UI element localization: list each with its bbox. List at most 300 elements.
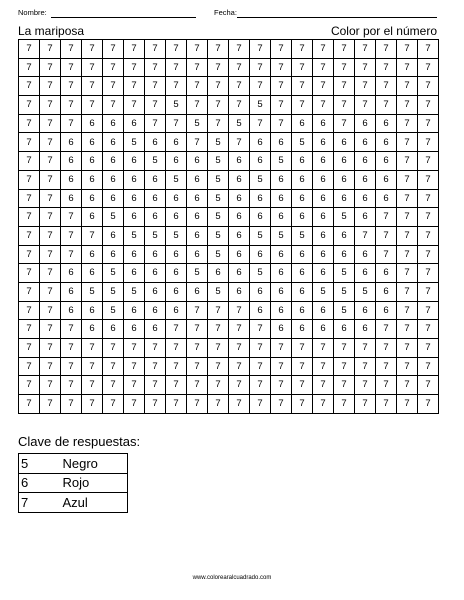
grid-row [19,114,439,133]
grid-cell: 7 [271,376,292,395]
grid-cell: 7 [187,320,208,339]
grid-cell: 7 [376,245,397,264]
grid-cell: 6 [103,152,124,171]
grid-cell: 7 [418,152,439,171]
grid-cell: 6 [271,170,292,189]
grid-cell: 7 [208,357,229,376]
grid-cell: 5 [166,226,187,245]
grid-cell: 7 [292,395,313,414]
grid-cell: 6 [124,320,145,339]
grid-cell: 6 [187,208,208,227]
grid-cell: 7 [397,320,418,339]
grid-cell: 7 [334,40,355,59]
grid-cell: 7 [208,376,229,395]
grid-cell: 7 [397,77,418,96]
grid-cell: 7 [418,114,439,133]
grid-cell: 7 [292,58,313,77]
grid-cell: 6 [292,320,313,339]
grid-cell: 6 [292,170,313,189]
grid-row [19,152,439,171]
grid-cell: 6 [250,133,271,152]
grid-cell: 7 [313,96,334,115]
grid-cell: 6 [271,301,292,320]
grid-cell: 7 [418,170,439,189]
grid-cell: 7 [19,226,40,245]
grid-cell: 7 [208,40,229,59]
grid-cell: 7 [187,301,208,320]
grid-cell: 7 [418,395,439,414]
grid-cell: 7 [418,133,439,152]
grid-cell: 7 [418,58,439,77]
grid-cell: 6 [124,152,145,171]
grid-cell: 6 [145,301,166,320]
grid-cell: 7 [397,58,418,77]
grid-row [19,208,439,227]
grid-cell: 7 [103,376,124,395]
grid-cell: 7 [187,96,208,115]
grid-cell: 5 [334,264,355,283]
grid-cell: 6 [313,226,334,245]
grid-cell: 6 [61,133,82,152]
grid-cell: 6 [124,114,145,133]
grid-cell: 7 [40,245,61,264]
number-grid [18,39,439,414]
grid-cell: 7 [145,339,166,358]
grid-cell: 7 [250,58,271,77]
grid-cell: 6 [166,264,187,283]
grid-cell: 7 [124,58,145,77]
grid-cell: 7 [187,40,208,59]
grid-cell: 7 [187,357,208,376]
grid-cell: 7 [229,77,250,96]
grid-cell: 6 [229,152,250,171]
grid-row [19,77,439,96]
grid-cell: 7 [82,58,103,77]
answer-key-number: 7 [19,493,41,513]
grid-cell: 7 [19,245,40,264]
grid-cell: 7 [166,376,187,395]
grid-cell: 6 [124,301,145,320]
grid-cell: 7 [208,320,229,339]
grid-cell: 6 [61,152,82,171]
grid-cell: 7 [40,376,61,395]
grid-cell: 7 [124,40,145,59]
grid-cell: 6 [82,170,103,189]
grid-cell: 7 [418,189,439,208]
grid-cell: 7 [19,189,40,208]
grid-cell: 7 [397,282,418,301]
grid-cell: 6 [313,170,334,189]
grid-cell: 7 [250,376,271,395]
grid-cell: 6 [124,170,145,189]
grid-cell: 7 [355,58,376,77]
grid-cell: 5 [250,226,271,245]
grid-cell: 7 [40,320,61,339]
grid-cell: 6 [376,152,397,171]
grid-cell: 7 [82,77,103,96]
grid-cell: 7 [418,264,439,283]
page-subtitle: Color por el número [330,24,437,38]
grid-cell: 5 [166,170,187,189]
grid-cell: 7 [313,339,334,358]
grid-cell: 7 [61,58,82,77]
grid-cell: 5 [208,282,229,301]
grid-cell: 7 [40,77,61,96]
grid-cell: 6 [292,189,313,208]
grid-cell: 6 [166,189,187,208]
grid-cell: 7 [397,152,418,171]
answer-key-color: Azul [41,493,128,513]
grid-row [19,376,439,395]
grid-cell: 7 [376,320,397,339]
grid-cell: 7 [397,114,418,133]
grid-cell: 7 [145,40,166,59]
grid-cell: 7 [19,376,40,395]
grid-cell: 7 [397,339,418,358]
grid-cell: 6 [334,152,355,171]
grid-cell: 7 [292,357,313,376]
grid-cell: 5 [208,189,229,208]
grid-cell: 7 [187,376,208,395]
grid-cell: 7 [40,226,61,245]
grid-cell: 6 [334,245,355,264]
grid-cell: 6 [103,226,124,245]
grid-cell: 6 [313,301,334,320]
grid-cell: 7 [292,376,313,395]
grid-cell: 6 [229,189,250,208]
grid-cell: 7 [376,226,397,245]
grid-cell: 7 [61,339,82,358]
grid-cell: 6 [145,208,166,227]
grid-cell: 6 [61,301,82,320]
grid-cell: 7 [61,40,82,59]
grid-cell: 6 [313,133,334,152]
grid-cell: 7 [19,208,40,227]
grid-cell: 7 [229,339,250,358]
grid-cell: 7 [19,170,40,189]
grid-cell: 7 [250,114,271,133]
grid-row [19,133,439,152]
grid-cell: 5 [103,282,124,301]
grid-cell: 6 [355,170,376,189]
grid-cell: 6 [376,301,397,320]
grid-cell: 7 [82,376,103,395]
grid-cell: 6 [355,152,376,171]
grid-cell: 7 [187,339,208,358]
grid-cell: 7 [229,58,250,77]
grid-cell: 7 [61,376,82,395]
grid-cell: 7 [19,301,40,320]
grid-cell: 7 [103,58,124,77]
grid-cell: 6 [82,152,103,171]
answer-key-row [19,493,128,513]
grid-cell: 6 [313,152,334,171]
grid-cell: 6 [313,245,334,264]
grid-cell: 6 [313,114,334,133]
grid-cell: 7 [397,189,418,208]
grid-cell: 7 [271,96,292,115]
grid-cell: 5 [103,208,124,227]
answer-key-row [19,473,128,493]
grid-cell: 7 [271,357,292,376]
grid-cell: 7 [292,339,313,358]
grid-cell: 7 [166,395,187,414]
grid-cell: 6 [376,282,397,301]
grid-cell: 7 [313,77,334,96]
grid-cell: 5 [103,264,124,283]
grid-cell: 7 [145,58,166,77]
grid-cell: 7 [145,77,166,96]
grid-cell: 6 [334,133,355,152]
grid-cell: 6 [376,114,397,133]
grid-cell: 6 [229,245,250,264]
grid-cell: 7 [40,170,61,189]
grid-cell: 6 [292,245,313,264]
grid-cell: 7 [292,77,313,96]
grid-cell: 6 [187,152,208,171]
grid-cell: 7 [208,96,229,115]
grid-cell: 7 [376,40,397,59]
grid-cell: 6 [376,133,397,152]
grid-cell: 6 [355,301,376,320]
grid-cell: 7 [334,114,355,133]
grid-cell: 7 [40,133,61,152]
grid-cell: 6 [271,133,292,152]
grid-cell: 5 [355,282,376,301]
grid-cell: 7 [61,357,82,376]
grid-cell: 7 [271,395,292,414]
grid-cell: 7 [19,77,40,96]
grid-cell: 6 [145,189,166,208]
grid-cell: 6 [271,282,292,301]
grid-cell: 7 [334,395,355,414]
grid-cell: 7 [40,152,61,171]
grid-cell: 7 [397,264,418,283]
grid-cell: 6 [103,245,124,264]
grid-cell: 5 [124,133,145,152]
grid-cell: 5 [208,208,229,227]
grid-cell: 7 [229,40,250,59]
answer-key-color: Negro [41,454,128,474]
name-field-line [51,17,196,18]
grid-cell: 6 [292,264,313,283]
grid-cell: 5 [124,226,145,245]
grid-cell: 7 [397,208,418,227]
grid-cell: 7 [313,395,334,414]
grid-cell: 7 [250,357,271,376]
grid-cell: 7 [19,96,40,115]
grid-cell: 7 [229,320,250,339]
grid-cell: 7 [229,96,250,115]
name-label: Nombre: [18,8,47,17]
grid-cell: 6 [292,114,313,133]
grid-cell: 5 [271,226,292,245]
grid-cell: 6 [355,245,376,264]
grid-cell: 7 [166,320,187,339]
grid-cell: 7 [418,245,439,264]
answer-key-number: 5 [19,454,41,474]
grid-cell: 7 [355,226,376,245]
grid-cell: 6 [82,245,103,264]
grid-cell: 7 [166,58,187,77]
grid-cell: 7 [418,376,439,395]
grid-cell: 7 [334,357,355,376]
grid-cell: 7 [313,58,334,77]
grid-row [19,320,439,339]
grid-cell: 6 [376,264,397,283]
grid-cell: 7 [418,301,439,320]
grid-cell: 6 [166,301,187,320]
grid-row [19,40,439,59]
grid-cell: 7 [40,208,61,227]
grid-cell: 7 [103,357,124,376]
grid-row [19,282,439,301]
grid-cell: 7 [82,357,103,376]
grid-cell: 6 [250,301,271,320]
grid-cell: 6 [103,189,124,208]
grid-cell: 7 [250,395,271,414]
grid-cell: 6 [166,245,187,264]
grid-cell: 5 [103,301,124,320]
grid-cell: 6 [145,320,166,339]
grid-row [19,245,439,264]
grid-cell: 7 [334,339,355,358]
grid-cell: 7 [376,357,397,376]
grid-cell: 6 [82,208,103,227]
grid-cell: 6 [166,282,187,301]
grid-cell: 5 [313,282,334,301]
grid-cell: 6 [61,170,82,189]
grid-cell: 7 [166,339,187,358]
grid-cell: 5 [82,282,103,301]
grid-cell: 5 [208,226,229,245]
grid-cell: 6 [229,226,250,245]
header-row [18,8,438,20]
grid-cell: 6 [166,152,187,171]
grid-cell: 7 [61,96,82,115]
grid-cell: 7 [208,339,229,358]
grid-cell: 6 [313,189,334,208]
grid-cell: 7 [334,376,355,395]
grid-cell: 6 [208,264,229,283]
grid-cell: 7 [376,77,397,96]
grid-cell: 7 [40,339,61,358]
grid-cell: 6 [271,245,292,264]
grid-cell: 6 [145,170,166,189]
grid-cell: 7 [103,77,124,96]
grid-cell: 6 [124,189,145,208]
grid-cell: 5 [145,226,166,245]
grid-cell: 7 [19,339,40,358]
grid-cell: 7 [82,395,103,414]
grid-cell: 7 [61,320,82,339]
grid-cell: 7 [355,395,376,414]
grid-cell: 6 [292,208,313,227]
grid-cell: 7 [334,77,355,96]
grid-cell: 5 [250,96,271,115]
grid-cell: 7 [166,40,187,59]
grid-cell: 7 [376,58,397,77]
grid-cell: 5 [292,226,313,245]
grid-cell: 7 [355,357,376,376]
grid-cell: 7 [397,357,418,376]
grid-cell: 6 [250,189,271,208]
grid-cell: 6 [187,282,208,301]
grid-cell: 7 [19,114,40,133]
grid-cell: 7 [82,339,103,358]
grid-cell: 7 [61,208,82,227]
grid-cell: 6 [103,133,124,152]
grid-cell: 7 [124,395,145,414]
answer-key-title: Clave de respuestas: [18,434,141,449]
grid-cell: 7 [229,395,250,414]
grid-cell: 6 [355,133,376,152]
grid-cell: 7 [376,208,397,227]
grid-cell: 7 [19,395,40,414]
grid-row [19,58,439,77]
grid-cell: 7 [292,96,313,115]
grid-cell: 6 [82,301,103,320]
grid-cell: 6 [82,189,103,208]
grid-cell: 7 [187,395,208,414]
grid-cell: 6 [313,264,334,283]
grid-row [19,264,439,283]
grid-cell: 7 [208,114,229,133]
grid-cell: 7 [103,96,124,115]
answer-key-number: 6 [19,473,41,493]
grid-cell: 6 [229,282,250,301]
grid-cell: 7 [355,339,376,358]
grid-cell: 5 [208,170,229,189]
grid-cell: 7 [61,395,82,414]
grid-cell: 7 [145,357,166,376]
grid-cell: 7 [313,40,334,59]
grid-cell: 6 [334,189,355,208]
grid-cell: 7 [229,301,250,320]
grid-cell: 6 [229,264,250,283]
grid-cell: 7 [397,376,418,395]
grid-cell: 6 [145,245,166,264]
grid-cell: 7 [229,133,250,152]
grid-cell: 6 [355,189,376,208]
grid-cell: 7 [376,96,397,115]
grid-cell: 5 [292,133,313,152]
grid-cell: 7 [418,96,439,115]
grid-cell: 7 [355,40,376,59]
grid-cell: 6 [145,264,166,283]
grid-row [19,339,439,358]
grid-cell: 6 [145,282,166,301]
grid-cell: 7 [145,376,166,395]
grid-cell: 6 [271,320,292,339]
grid-cell: 6 [124,245,145,264]
grid-cell: 6 [187,226,208,245]
grid-cell: 6 [292,282,313,301]
grid-cell: 7 [418,77,439,96]
grid-cell: 7 [187,58,208,77]
grid-cell: 7 [418,40,439,59]
grid-cell: 6 [124,264,145,283]
grid-cell: 5 [208,133,229,152]
grid-cell: 7 [61,77,82,96]
grid-cell: 7 [19,282,40,301]
grid-cell: 7 [124,96,145,115]
grid-cell: 6 [334,170,355,189]
grid-cell: 7 [124,339,145,358]
grid-cell: 6 [103,114,124,133]
grid-cell: 7 [397,226,418,245]
grid-row [19,357,439,376]
